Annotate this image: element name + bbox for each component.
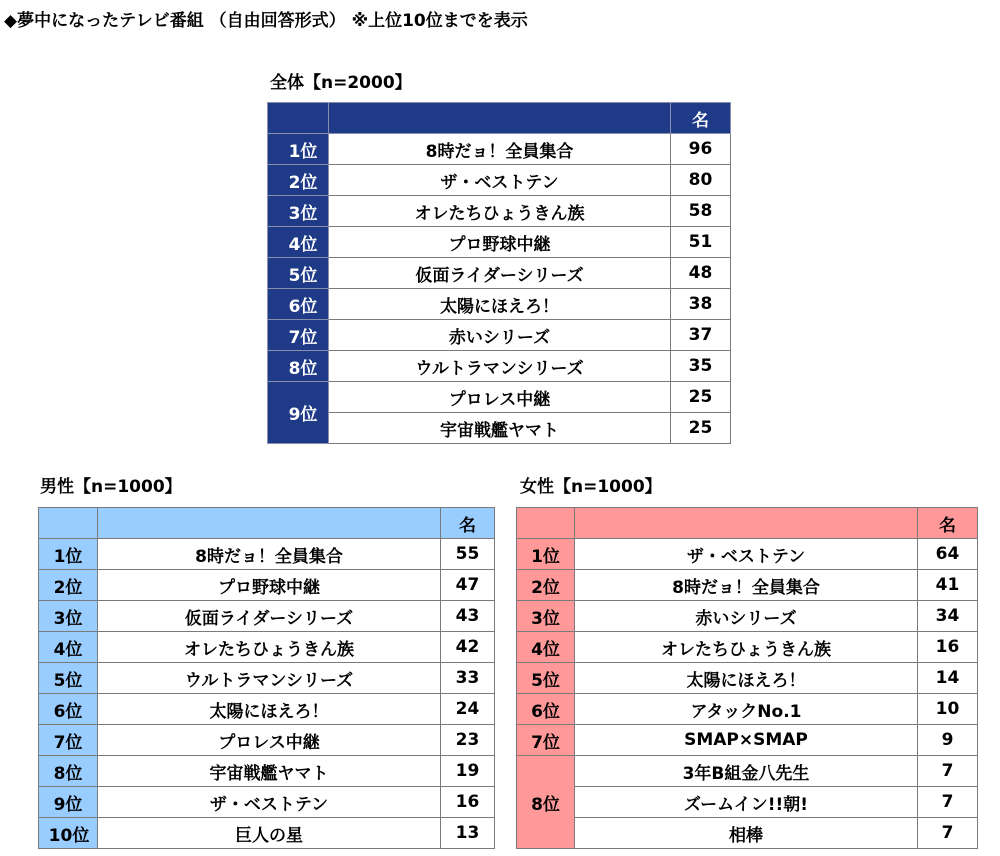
rank-cell: 5位 — [268, 258, 329, 289]
count-header: 名 — [671, 103, 731, 134]
program-cell: 巨人の星 — [98, 818, 441, 849]
rank-cell: 8位 — [39, 756, 98, 787]
table-row — [517, 725, 978, 756]
table-row — [268, 351, 731, 382]
program-cell: 太陽にほえろ！ — [575, 663, 918, 694]
rank-cell: 3位 — [268, 196, 329, 227]
female-caption: 女性【n=1000】 — [520, 477, 662, 497]
rank-cell: 2位 — [517, 570, 575, 601]
rank-cell: 7位 — [39, 725, 98, 756]
program-cell: 宇宙戦艦ヤマト — [329, 413, 671, 444]
count-cell: 7 — [918, 787, 978, 818]
male-caption: 男性【n=1000】 — [40, 477, 182, 497]
table-row — [268, 134, 731, 165]
rank-cell: 5位 — [517, 663, 575, 694]
table-row — [517, 756, 978, 787]
rank-header — [517, 508, 575, 539]
count-cell: 14 — [918, 663, 978, 694]
program-cell: SMAP×SMAP — [575, 725, 918, 756]
table-row — [268, 165, 731, 196]
count-cell: 37 — [671, 320, 731, 351]
overall-caption: 全体【n=2000】 — [270, 73, 412, 93]
table-row — [39, 787, 495, 818]
count-cell: 16 — [441, 787, 495, 818]
rank-cell: 6位 — [39, 694, 98, 725]
program-cell: ザ・ベストテン — [98, 787, 441, 818]
rank-cell: 7位 — [517, 725, 575, 756]
rank-cell: 10位 — [39, 818, 98, 849]
program-cell: オレたちひょうきん族 — [98, 632, 441, 663]
count-cell: 25 — [671, 413, 731, 444]
count-cell: 16 — [918, 632, 978, 663]
count-cell: 64 — [918, 539, 978, 570]
table-row — [39, 570, 495, 601]
program-cell: ウルトラマンシリーズ — [98, 663, 441, 694]
table-header-row — [517, 508, 978, 539]
program-cell: プロ野球中継 — [329, 227, 671, 258]
table-row — [517, 694, 978, 725]
program-cell: アタックNo.1 — [575, 694, 918, 725]
program-cell: 赤いシリーズ — [329, 320, 671, 351]
male-ranking-table — [38, 507, 495, 849]
count-cell: 33 — [441, 663, 495, 694]
program-cell: ウルトラマンシリーズ — [329, 351, 671, 382]
table-row — [268, 382, 731, 413]
rank-header — [39, 508, 98, 539]
program-cell: 仮面ライダーシリーズ — [329, 258, 671, 289]
rank-cell: 4位 — [268, 227, 329, 258]
rank-cell: 8位 — [517, 756, 575, 849]
rank-cell: 1位 — [268, 134, 329, 165]
program-cell: ズームイン!!朝! — [575, 787, 918, 818]
count-cell: 58 — [671, 196, 731, 227]
table-row — [517, 632, 978, 663]
table-header-row — [268, 103, 731, 134]
table-row — [39, 663, 495, 694]
program-cell: オレたちひょうきん族 — [329, 196, 671, 227]
program-cell: プロレス中継 — [98, 725, 441, 756]
table-row — [39, 601, 495, 632]
program-cell: 8時だョ！全員集合 — [329, 134, 671, 165]
table-row — [517, 787, 978, 818]
table-row — [517, 570, 978, 601]
program-header — [98, 508, 441, 539]
table-row — [517, 818, 978, 849]
rank-cell: 9位 — [268, 382, 329, 444]
table-row — [39, 632, 495, 663]
count-cell: 41 — [918, 570, 978, 601]
table-row — [39, 818, 495, 849]
table-row — [39, 725, 495, 756]
table-row — [268, 196, 731, 227]
rank-cell: 3位 — [39, 601, 98, 632]
program-cell: 仮面ライダーシリーズ — [98, 601, 441, 632]
rank-cell: 1位 — [517, 539, 575, 570]
program-cell: プロレス中継 — [329, 382, 671, 413]
program-cell: ザ・ベストテン — [575, 539, 918, 570]
count-cell: 47 — [441, 570, 495, 601]
program-cell: 相棒 — [575, 818, 918, 849]
table-row — [517, 539, 978, 570]
program-cell: 太陽にほえろ！ — [98, 694, 441, 725]
table-row — [268, 320, 731, 351]
program-cell: ザ・ベストテン — [329, 165, 671, 196]
program-cell: プロ野球中継 — [98, 570, 441, 601]
count-cell: 42 — [441, 632, 495, 663]
rank-cell: 9位 — [39, 787, 98, 818]
rank-cell: 2位 — [268, 165, 329, 196]
overall-ranking-table — [267, 102, 731, 444]
rank-cell: 6位 — [268, 289, 329, 320]
program-header — [329, 103, 671, 134]
count-cell: 7 — [918, 756, 978, 787]
program-cell: オレたちひょうきん族 — [575, 632, 918, 663]
table-header-row — [39, 508, 495, 539]
program-cell: 8時だョ！全員集合 — [575, 570, 918, 601]
count-cell: 10 — [918, 694, 978, 725]
rank-cell: 4位 — [517, 632, 575, 663]
table-row — [39, 694, 495, 725]
count-cell: 35 — [671, 351, 731, 382]
count-cell: 55 — [441, 539, 495, 570]
table-row — [268, 227, 731, 258]
female-ranking-table — [516, 507, 978, 849]
table-row — [268, 413, 731, 444]
count-cell: 48 — [671, 258, 731, 289]
count-cell: 38 — [671, 289, 731, 320]
rank-cell: 6位 — [517, 694, 575, 725]
rank-cell: 4位 — [39, 632, 98, 663]
program-cell: 宇宙戦艦ヤマト — [98, 756, 441, 787]
program-cell: 赤いシリーズ — [575, 601, 918, 632]
count-cell: 96 — [671, 134, 731, 165]
rank-cell: 1位 — [39, 539, 98, 570]
table-row — [268, 258, 731, 289]
count-cell: 19 — [441, 756, 495, 787]
count-header: 名 — [441, 508, 495, 539]
count-cell: 51 — [671, 227, 731, 258]
count-header: 名 — [918, 508, 978, 539]
rank-cell: 3位 — [517, 601, 575, 632]
count-cell: 23 — [441, 725, 495, 756]
rank-cell: 2位 — [39, 570, 98, 601]
table-row — [39, 539, 495, 570]
table-row — [517, 601, 978, 632]
count-cell: 25 — [671, 382, 731, 413]
table-row — [517, 663, 978, 694]
count-cell: 9 — [918, 725, 978, 756]
count-cell: 7 — [918, 818, 978, 849]
table-row — [39, 756, 495, 787]
program-cell: 太陽にほえろ！ — [329, 289, 671, 320]
count-cell: 34 — [918, 601, 978, 632]
count-cell: 13 — [441, 818, 495, 849]
page-title: ◆夢中になったテレビ番組 （自由回答形式） ※上位10位までを表示 — [4, 11, 528, 31]
count-cell: 43 — [441, 601, 495, 632]
rank-cell: 5位 — [39, 663, 98, 694]
count-cell: 24 — [441, 694, 495, 725]
rank-header — [268, 103, 329, 134]
count-cell: 80 — [671, 165, 731, 196]
table-row — [268, 289, 731, 320]
program-header — [575, 508, 918, 539]
rank-cell: 7位 — [268, 320, 329, 351]
program-cell: 8時だョ！全員集合 — [98, 539, 441, 570]
program-cell: 3年B組金八先生 — [575, 756, 918, 787]
rank-cell: 8位 — [268, 351, 329, 382]
